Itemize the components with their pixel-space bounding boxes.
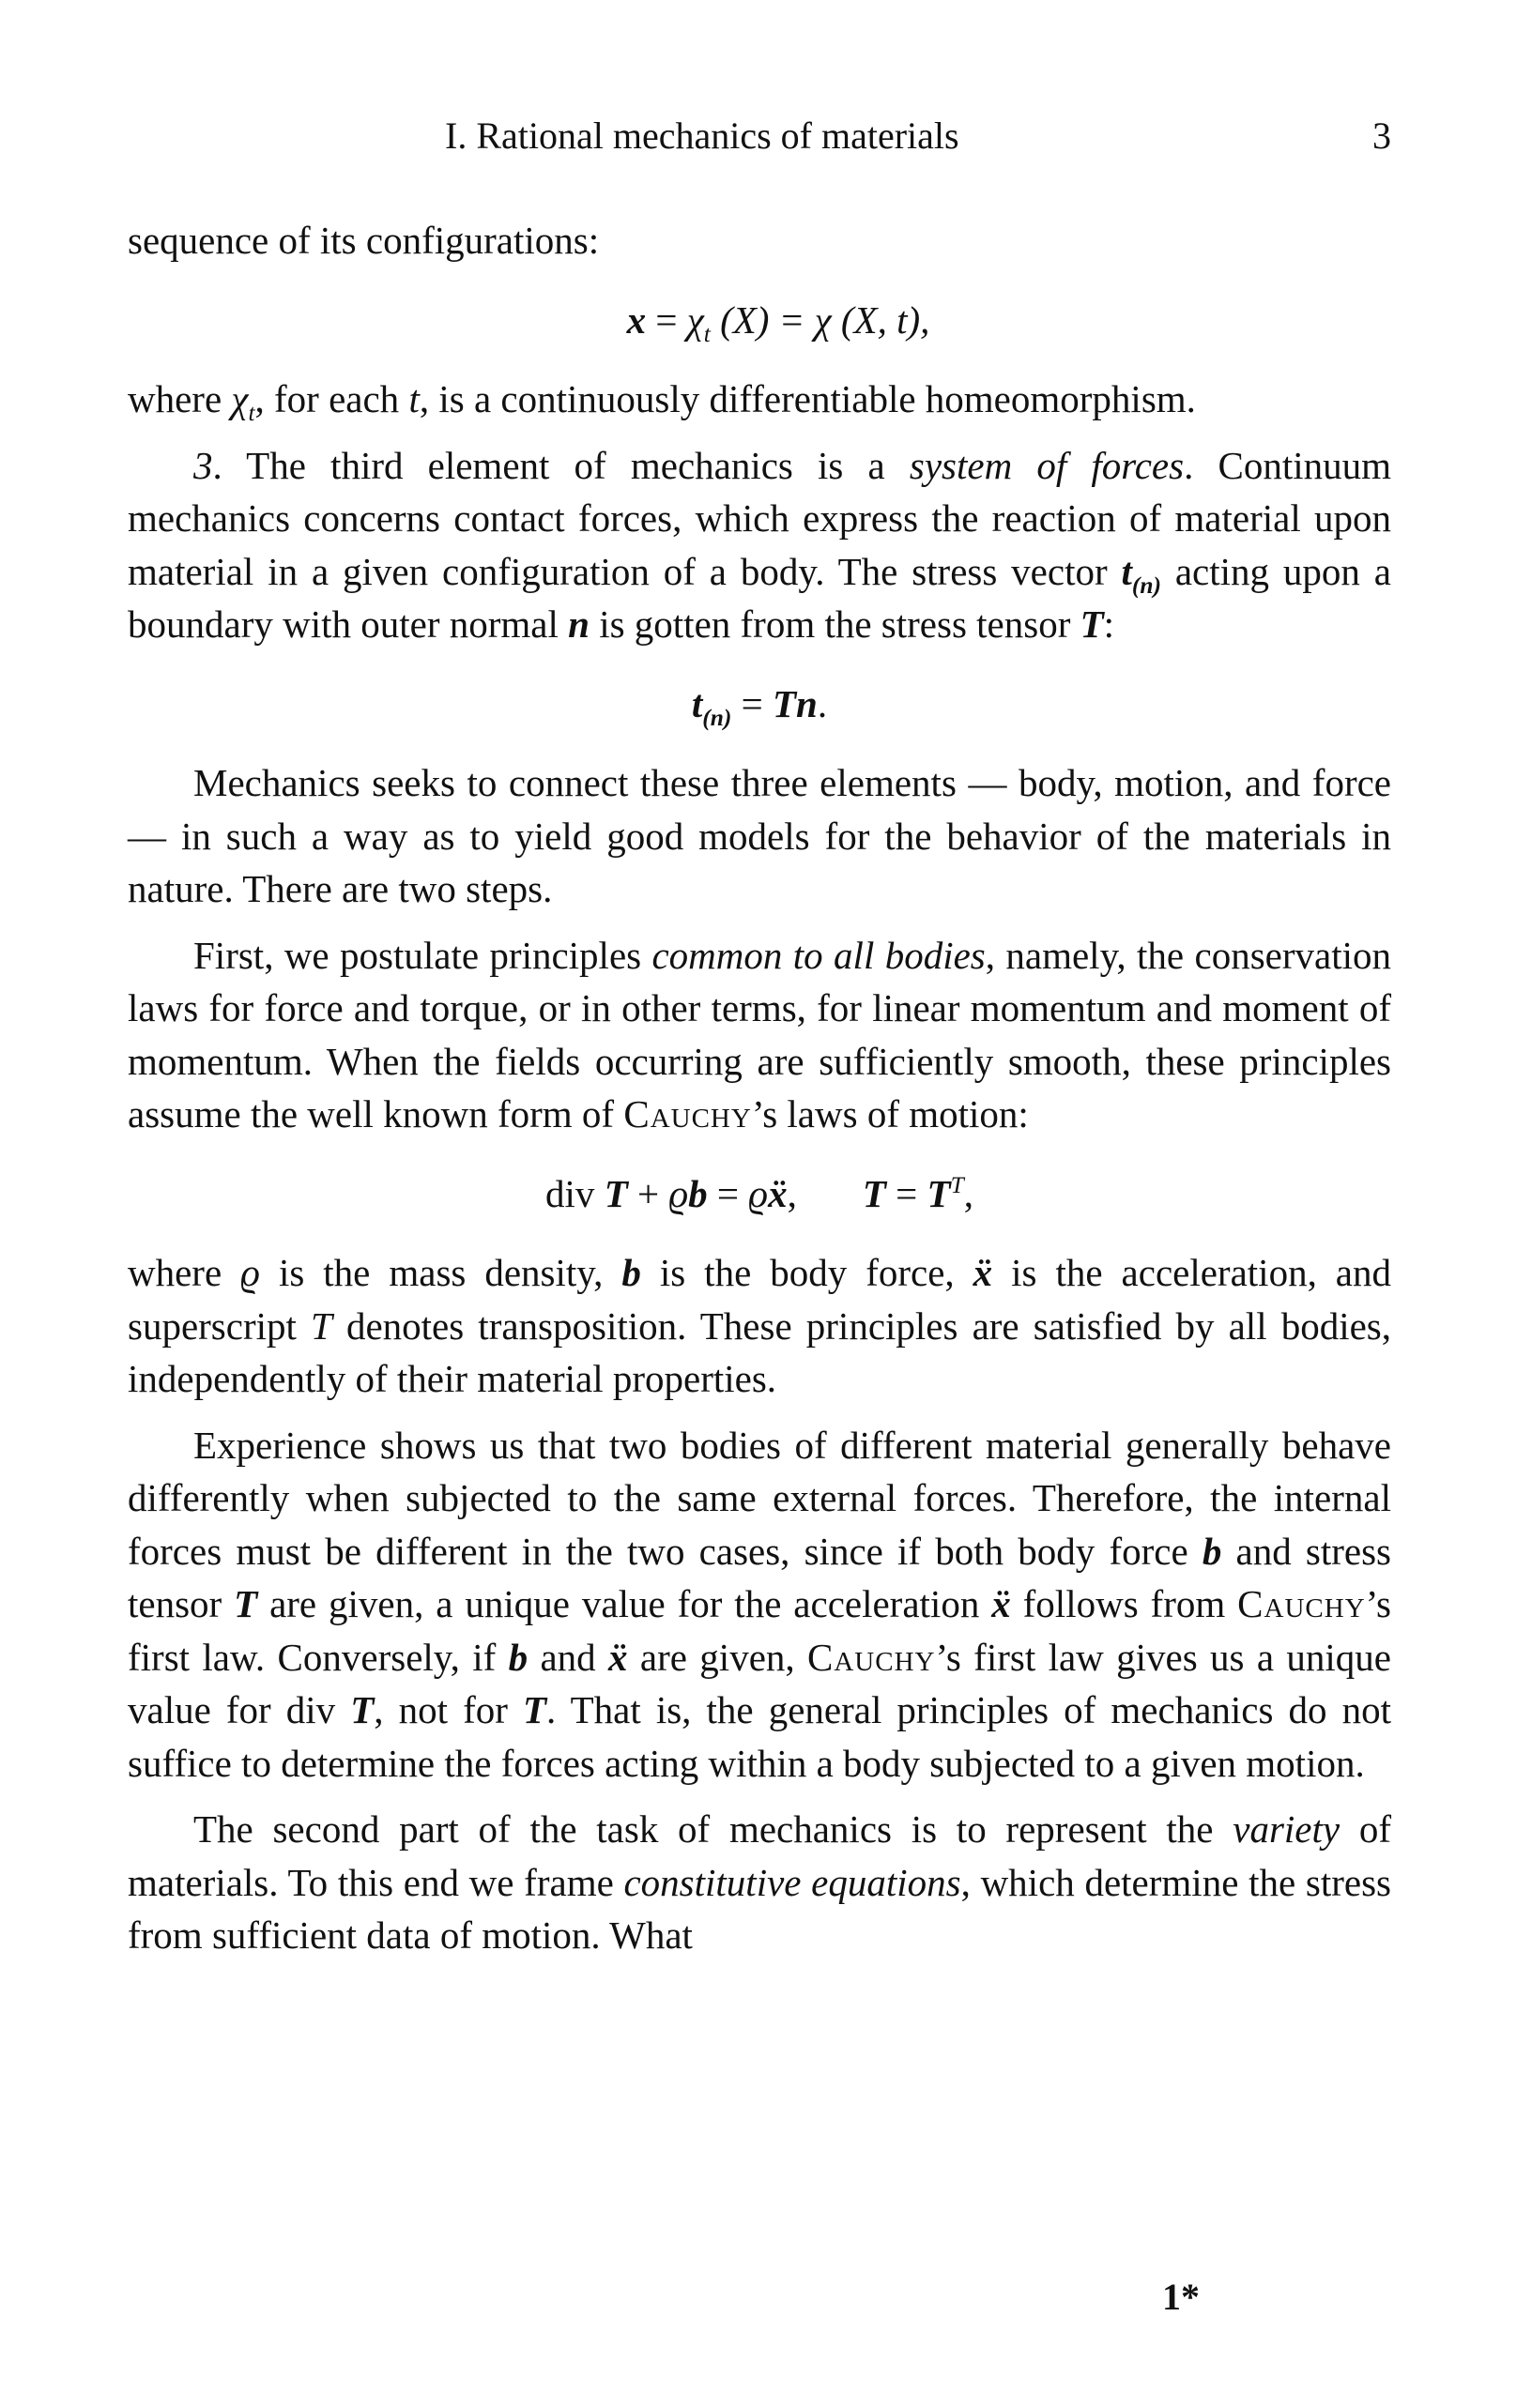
eq-x: x <box>626 297 647 342</box>
xdd-symbol: ẍ <box>608 1635 628 1679</box>
eq-T: T <box>604 1171 628 1215</box>
normal-symbol: n <box>568 602 590 646</box>
eq-chi-sub: t <box>703 320 711 347</box>
t-symbol: t <box>408 377 420 420</box>
eq-arg1: (X) = <box>710 297 815 342</box>
text: , namely, the conservation laws for force and torque, or in other terms, for linear momentum and moment of momentum. When the fields occurring are sufficiently smooth, these principles assume the well known form of <box>128 933 1391 1135</box>
b-symbol: b <box>508 1635 529 1679</box>
text: ’s laws of motion: <box>751 1092 1029 1135</box>
text: follows from <box>1010 1582 1238 1625</box>
text: Experience shows us that two bodies of different material generally behave differently when subjected to the same external forces. Therefore, the internal forces must be different in the two cases, since if both body force <box>128 1423 1391 1573</box>
eq-xdd: ẍ <box>768 1171 788 1215</box>
eq-rho2: ϱ <box>748 1171 769 1215</box>
text: . That is, the general principles of mechanics do not suffice to determine the forces acting within a body subjected to a given motion. <box>128 1688 1391 1785</box>
text: is the mass density, <box>259 1251 622 1294</box>
text: where <box>128 1251 241 1294</box>
stress-vector-sub: (n) <box>1131 572 1161 599</box>
page-body <box>128 214 1391 1962</box>
paragraph-postulates <box>128 929 1391 1141</box>
paragraph-experience <box>128 1419 1391 1791</box>
emphasis: system of forces <box>909 443 1185 487</box>
chi-sub: t <box>248 399 255 426</box>
text: are given, <box>627 1635 808 1679</box>
eq-T2: T <box>862 1171 886 1215</box>
paragraph-definitions <box>128 1246 1391 1406</box>
text: is the acceleration, and superscript <box>128 1251 1392 1348</box>
text: , is a continuously differentiable homeomorphism. <box>419 377 1196 420</box>
text: . The third element of mechanics is a <box>212 443 910 487</box>
page-number: 3 <box>1372 114 1391 157</box>
paragraph-constitutive <box>128 1803 1391 1962</box>
eq-plus: + <box>627 1171 669 1215</box>
emphasis: constitutive equations <box>623 1860 961 1904</box>
T-symbol: T <box>350 1688 375 1731</box>
text: are given, a unique value for the acceleration <box>257 1582 992 1625</box>
author-name: Cauchy <box>623 1092 752 1135</box>
eq-sign: = <box>731 681 773 725</box>
b-symbol: b <box>621 1251 641 1294</box>
text: acting upon a boundary with outer normal <box>128 549 1391 646</box>
emphasis: variety <box>1233 1807 1340 1851</box>
text: : <box>1103 602 1115 646</box>
rho-symbol: ϱ <box>240 1251 260 1294</box>
equation-cauchy <box>128 1167 1391 1221</box>
eq-b: b <box>688 1171 708 1215</box>
text: , not for <box>374 1688 523 1731</box>
stress-vector-symbol: t <box>1121 549 1132 593</box>
text: where <box>128 377 232 420</box>
paragraph-homeomorphism <box>128 373 1391 426</box>
text: is the body force, <box>640 1251 973 1294</box>
author-name: Cauchy <box>1237 1582 1366 1625</box>
eq-comma: , <box>787 1171 797 1215</box>
eq-end: . <box>817 681 828 725</box>
author-name: Cauchy <box>807 1635 936 1679</box>
item-number: 3 <box>193 443 213 487</box>
emphasis: common to all bodies <box>651 933 986 977</box>
eq-chi2: χ <box>814 297 832 342</box>
text: and stress tensor <box>128 1529 1391 1625</box>
eq-sign: = <box>707 1171 749 1215</box>
eq-chi: χ <box>686 297 704 342</box>
text: ’s first law gives us a unique value for div <box>128 1635 1391 1731</box>
eq-end: , <box>963 1171 973 1215</box>
text: , which determine the stress from sufficient data of motion. What <box>128 1860 1391 1957</box>
signature-mark: 1* <box>1162 2276 1200 2318</box>
equation-motion <box>128 294 1391 347</box>
eq-sign2: = <box>885 1171 927 1215</box>
text: ’s first law. Conversely, if <box>128 1582 1391 1679</box>
eq-T3: T <box>927 1171 951 1215</box>
eq-rho: ϱ <box>668 1171 689 1215</box>
T-symbol: T <box>311 1303 332 1348</box>
chapter-title: I. Rational mechanics of materials <box>445 114 959 157</box>
text: denotes transposition. These principles are satisfied by all bodies, independently of their material properties. <box>128 1303 1391 1400</box>
text: The second part of the task of mechanics is to represent the <box>193 1807 1233 1851</box>
eq-Tn: Tn <box>772 681 818 725</box>
stress-tensor-symbol: T <box>1080 602 1104 646</box>
eq-div: div <box>545 1171 605 1215</box>
eq-t-sub: (n) <box>702 704 732 731</box>
eq-sign: = <box>646 297 687 342</box>
xdd-symbol: ẍ <box>991 1582 1011 1625</box>
text: First, we postulate principles <box>193 933 652 977</box>
text: . Continuum mechanics concerns contact forces, which express the reaction of material upon material in a given configuration of a body. The stress vector <box>128 443 1391 593</box>
equation-stress <box>128 678 1391 731</box>
paragraph-configurations: sequence of its configurations: <box>128 219 600 262</box>
text: of materials. To this end we frame <box>128 1807 1391 1904</box>
text: is gotten from the stress tensor <box>589 602 1080 646</box>
xdd-symbol: ẍ <box>973 1251 993 1294</box>
chi-symbol: χ <box>231 377 249 420</box>
b-symbol: b <box>1202 1529 1222 1573</box>
eq-arg2: (X, t), <box>831 297 930 342</box>
text: , for each <box>254 377 409 420</box>
paragraph-three-elements: Mechanics seeks to connect these three elements — body, motion, and force — in such a way as to yield good models for the behavior of the materials in nature. There are two steps. <box>128 761 1391 910</box>
eq-t: t <box>691 681 703 725</box>
eq-transpose: T <box>950 1171 964 1198</box>
T-symbol: T <box>234 1582 258 1625</box>
text: and <box>528 1635 609 1679</box>
T-symbol: T <box>522 1688 547 1731</box>
paragraph-system-of-forces <box>128 439 1391 651</box>
